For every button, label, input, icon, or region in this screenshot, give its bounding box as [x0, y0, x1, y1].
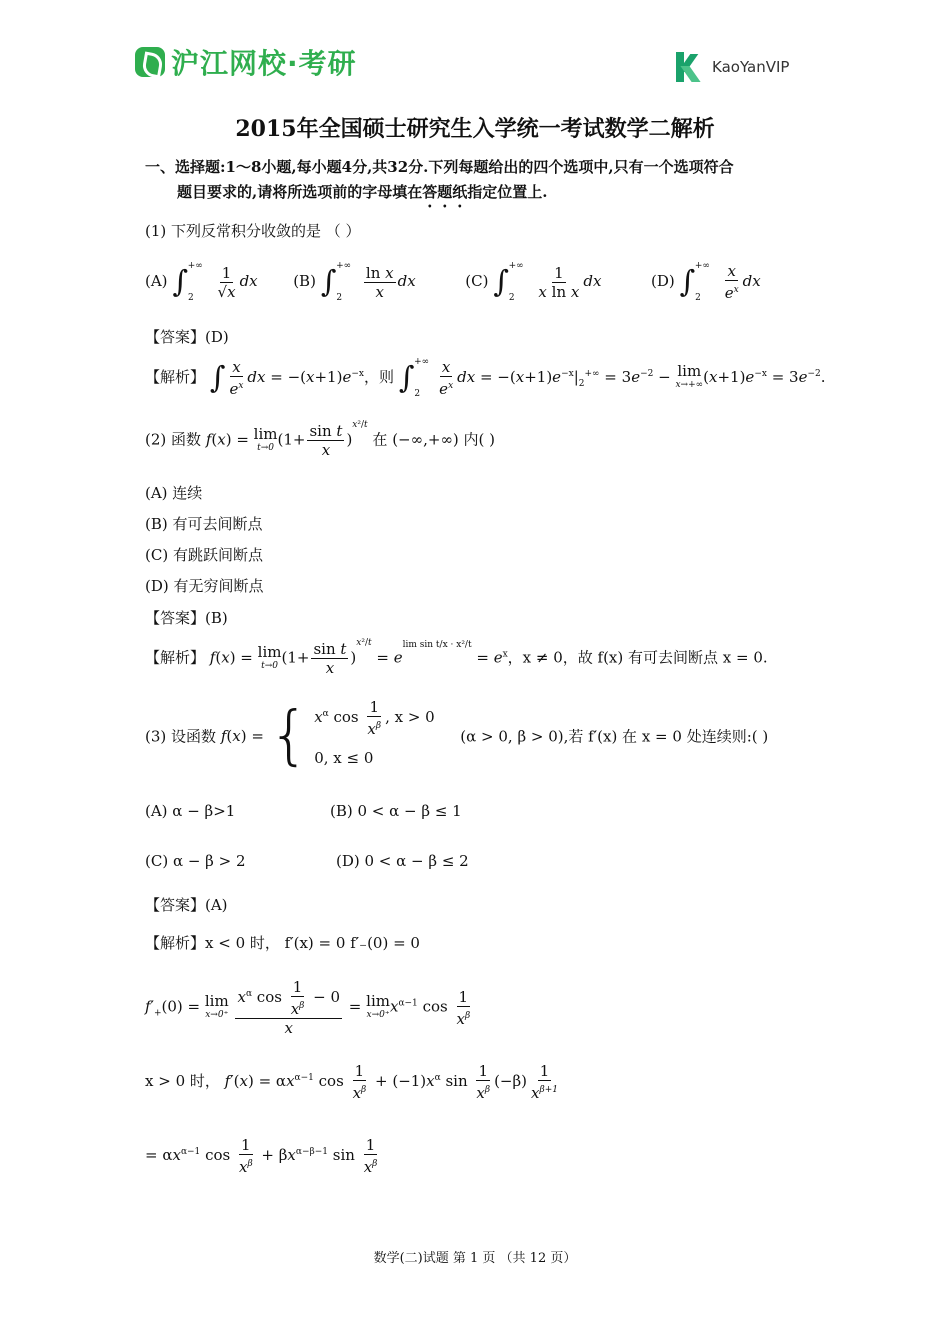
- leaf-icon: [135, 47, 165, 77]
- q2-option-a: (A) 连续: [145, 484, 203, 502]
- q1-options: (A) $\int_2^{+\infty}$ $\frac{1}{√x}$ dx (B) $\int_2^{+\infty}$ $\frac{\text{ln x}}{x}$ dx (C) $\int_2^{+\infty}$ $\frac{1}{\text{x ln x}}$ dx (D) $\int_2^{+\infty}$ $\frac{x}{e^x}$ dx: [145, 261, 761, 303]
- q1-answer: 【答案】(D): [145, 328, 229, 346]
- q3-option-a: (A) α − β>1: [145, 802, 236, 820]
- q1-d-formula: $\frac{x}{e^x}$: [724, 262, 739, 302]
- q1-b-formula: $\frac{\text{ln x}}{x}$: [365, 263, 394, 301]
- page-footer: 数学(二)试题 第 1 页 （共 12 页）: [373, 1251, 577, 1266]
- q3-option-b: (B) 0 < α − β ≤ 1: [330, 802, 462, 820]
- section-intro-line2: 题目要求的,请将所选项前的字母填在答题纸指定位置上.: [177, 183, 548, 201]
- q2-answer: 【答案】(B): [145, 609, 228, 627]
- q1-opt-a-label: (A): [145, 272, 168, 290]
- q3-answer: 【答案】(A): [145, 896, 228, 914]
- q3-option-c: (C) α − β > 2: [145, 852, 246, 870]
- q1-c-formula: $\frac{1}{\text{x ln x}}$: [538, 263, 580, 301]
- integral-sign: ∫: [172, 264, 188, 300]
- q1-stem: (1) 下列反常积分收敛的是 （ ）: [145, 222, 361, 240]
- q2-option-b: (B) 有可去间断点: [145, 515, 263, 533]
- q3-analysis-line4: = $\alpha x^{\alpha-1}$ cos $\frac{1}{x^\beta}$ + $\beta x^{\alpha-\beta-1}$ sin $\frac{1}{x^\beta}$: [145, 1136, 378, 1176]
- k-logo-icon: [676, 52, 704, 82]
- q3-stem: (3) 设函数 f(x) = { $x^\alpha$ cos $\frac{1}{x^\beta}$ , x > 0 0, x ≤ 0 (α > 0, β > 0),若 f′(x) 在 x = 0 处连续则:( ): [145, 694, 768, 778]
- kaoyanvip-brand-text: KaoYanVIP: [712, 58, 790, 76]
- hujiang-logo: [135, 42, 357, 82]
- hujiang-brand-text: 沪江网校·考研: [171, 47, 357, 80]
- emphasized-answer-sheet: 答题纸: [422, 183, 468, 201]
- section-intro: [145, 155, 815, 211]
- q3-option-d: (D) 0 < α − β ≤ 2: [336, 852, 469, 870]
- q3-analysis-line2: $f'_+(0)$ = lim x→0⁺ $x^\alpha$ cos $\frac{1}{x^\beta}$ − 0 x = lim x→0⁺ $x^{\alpha-1}$ cos $\frac{1}{x^\beta}$: [145, 978, 471, 1037]
- q3-analysis-line1: 【解析】x < 0 时， f′(x) = 0 f′₋(0) = 0: [145, 934, 420, 952]
- q3-analysis-line3: x > 0 时， $f'(x) = \alpha x^{\alpha-1}$ cos $\frac{1}{x^\beta}$ + $(-1)x^\alpha$ sin $\frac{1}{x^\beta}$ (−β) $\frac{1}{x^{\beta+1}}$: [145, 1062, 558, 1102]
- q1-opt-c-label: (C): [465, 272, 489, 290]
- section-intro-line1: 一、选择题:1～8小题,每小题4分,共32分.下列每题给出的四个选项中,只有一个选项符合: [145, 158, 734, 176]
- piecewise-cases: $x^\alpha$ cos $\frac{1}{x^\beta}$ , x > 0 0, x ≤ 0: [314, 698, 435, 767]
- q1-opt-b-label: (B): [293, 272, 316, 290]
- q1-opt-d-label: (D): [650, 272, 675, 290]
- q2-option-c: (C) 有跳跃间断点: [145, 546, 263, 564]
- q1-a-formula: $\frac{1}{√x}$: [217, 263, 236, 301]
- piecewise-brace: {: [268, 699, 310, 773]
- q2-analysis: 【解析】 f(x) = lim t→0 (1+ $\frac{\text{sin t}}{x}$ )$^{x^2/t} = e^{lim sin t/x \cdot x^2/t} = e^x$，x ≠ 0，故 f(x) 有可去间断点 x = 0.: [145, 637, 768, 677]
- page-title: 2015年全国硕士研究生入学统一考试数学二解析: [235, 116, 715, 142]
- q2-option-d: (D) 有无穷间断点: [145, 577, 264, 595]
- q1-analysis: 【解析】 ∫ $\frac{x}{e^x}$ dx = $-(x+1)e^{-x}$，则 $\int_2^{+\infty}$ $\frac{x}{e^x}$ dx = $-(x+1)e^{-x}|_2^{+\infty} = 3e^{-2}$ − lim x→+∞ $(x+1)e^{-x} = 3e^{-2}$.: [145, 357, 826, 399]
- q2-stem: (2) 函数 f(x) = lim t→0 (1+ $\frac{\text{sin t}}{x}$ )$^{x^2/t}$ 在 (−∞,+∞) 内( ): [145, 419, 496, 459]
- kaoyanvip-logo: [676, 52, 789, 82]
